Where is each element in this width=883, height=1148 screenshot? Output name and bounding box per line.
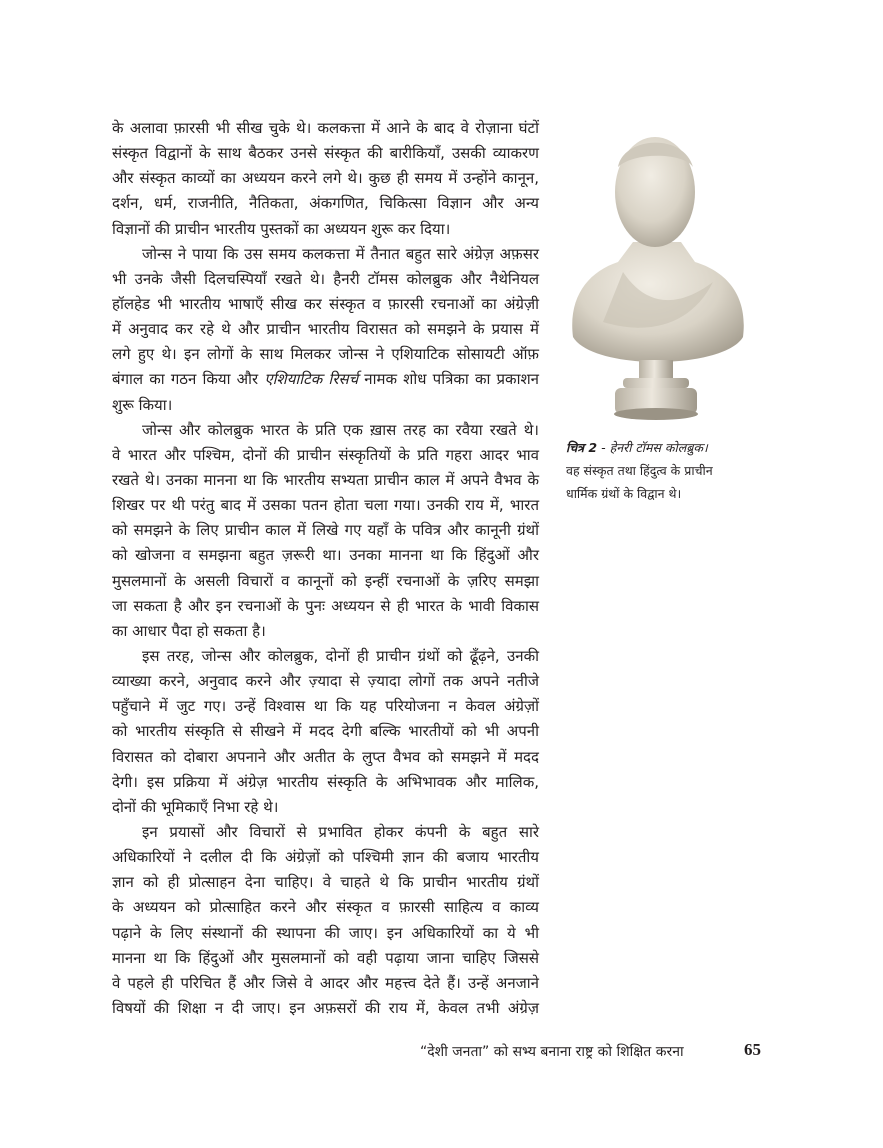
text-line: को खोजना व समझना बहुत ज़रूरी था। उनका मानना था कि हिंदुओं और: [112, 546, 539, 565]
text-line: मुसलमानों के असली विचारों व कानूनों को इन्हीं रचनाओं के ज़रिए समझा: [112, 571, 539, 590]
text-line: के अलावा फ़ारसी भी सीख चुके थे। कलकत्ता में आने के बाद वे रोज़ाना घंटों: [112, 119, 539, 137]
text-line: जोन्स और कोलब्रुक भारत के प्रति एक ख़ास तरह का रवैया रखते थे।: [142, 420, 539, 439]
figure-label: चित्र 2: [566, 440, 598, 455]
text-line: व्याख्या करने, अनुवाद करने और ज़्यादा से ज़्यादा लोगों तक अपने नतीजे: [112, 672, 539, 691]
page-number: 65: [744, 1040, 761, 1059]
text-line: इस तरह, जोन्स और कोलब्रुक, दोनों ही प्राचीन ग्रंथों को ढूँढ़ने, उनकी: [142, 646, 539, 665]
text-line: [112, 367, 539, 392]
caption-line: वह संस्कृत तथा हिंदुत्व के प्राचीन: [566, 463, 713, 478]
text-line: को भारतीय संस्कृति से सीखने में मदद देगी बल्कि भारतीयों को भी अपनी: [112, 722, 539, 741]
text-line: विरासत को दोबारा अपनाने और अतीत के लुप्त वैभव को समझने में मदद: [112, 747, 539, 766]
text-line: पढ़ाने के लिए संस्थानों की स्थापना की जाए। इन अधिकारियों का ये भी: [112, 923, 539, 942]
text-segment: बंगाल का गठन किया और: [112, 370, 265, 389]
text-line: का आधार पैदा हो सकता है।: [112, 621, 266, 640]
text-line: भी उनके जैसी दिलचस्पियाँ रखते थे। हैनरी टॉमस कोलब्रुक और नैथेनियल: [112, 269, 539, 288]
text-line: और संस्कृत काव्यों का अध्ययन करने लगे थे। कुछ ही समय में उन्होंने कानून,: [112, 169, 539, 188]
text-line: दोनों की भूमिकाएँ निभा रहे थे।: [112, 797, 279, 816]
body-text: [112, 116, 539, 1021]
text-line: के अध्ययन को प्रोत्साहित करने और संस्कृत व फ़ारसी साहित्य व काव्य: [112, 898, 539, 917]
text-line: पहुँचाने में जुट गए। उन्हें विश्वास था कि यह परियोजना न केवल अंग्रेज़ों: [112, 697, 539, 716]
text-line: शिखर पर थी परंतु बाद में उसका पतन होता चला गया। उनकी राय में, भारत: [112, 496, 539, 515]
text-line: जोन्स ने पाया कि उस समय कलकत्ता में तैनात बहुत सारे अंग्रेज़ अफ़सर: [142, 244, 539, 263]
text-line: में अनुवाद कर रहे थे और प्राचीन भारतीय विरासत को समझने के प्रयास में: [112, 320, 539, 339]
text-line: जा सकता है और इन रचनाओं के पुनः अध्ययन से ही भारत के भावी विकास: [112, 596, 539, 615]
text-line: शुरू किया।: [112, 395, 173, 414]
text-line: अधिकारियों ने दलील दी कि अंग्रेज़ों को पश्चिमी ज्ञान की बजाय भारतीय: [112, 848, 539, 867]
text-line: मानना था कि हिंदुओं और मुसलमानों को वही पढ़ाया जाना चाहिए जिससे: [112, 948, 539, 967]
text-line: देगी। इस प्रक्रिया में अंग्रेज़ भारतीय संस्कृति के अभिभावक और मालिक,: [112, 772, 539, 791]
text-line: संस्कृत विद्वानों के साथ बैठकर उनसे संस्कृत की बारीकियाँ, उसकी व्याकरण: [112, 144, 539, 163]
text-line: लगे हुए थे। इन लोगों के साथ मिलकर जोन्स ने एशियाटिक सोसायटी ऑफ़: [112, 345, 539, 364]
text-line: रखते थे। उनका मानना था कि भारतीय सभ्यता प्राचीन काल में अपने वैभव के: [112, 470, 539, 489]
text-line: इन प्रयासों और विचारों से प्रभावित होकर कंपनी के बहुत सारे: [142, 822, 539, 841]
figure-caption: [566, 436, 756, 505]
caption-line: धार्मिक ग्रंथों के विद्वान थे।: [566, 486, 682, 501]
text-line: को समझने के लिए प्राचीन काल में लिखे गए यहाँ के पवित्र और कानूनी ग्रंथों: [112, 521, 539, 540]
text-line: वे भारत और पश्चिम, दोनों की प्राचीन संस्कृतियों के प्रति गहरा आदर भाव: [112, 445, 539, 464]
colebrooke-bust-image: [563, 122, 751, 432]
figure-title: - हेनरी टॉमस कोलब्रुक।: [597, 440, 708, 455]
text-line: हॉलहेड भी भारतीय भाषाएँ सीख कर संस्कृत व फ़ारसी रचनाओं का अंग्रेज़ी: [112, 294, 539, 313]
text-line: ज्ञान को ही प्रोत्साहन देना चाहिए। वे चाहते थे कि प्राचीन भारतीय ग्रंथों: [112, 873, 539, 892]
text-line: विषयों की शिक्षा न दी जाए। इन अफ़सरों की राय में, केवल तभी अंग्रेज़: [112, 998, 539, 1017]
running-title: “देशी जनता” को सभ्य बनाना राष्ट्र को शिक्षित करना: [420, 1044, 684, 1060]
text-line: दर्शन, धर्म, राजनीति, नैतिकता, अंकगणित, चिकित्सा विज्ञान और अन्य: [112, 194, 539, 213]
text-line: विज्ञानों की प्राचीन भारतीय पुस्तकों का अध्ययन शुरू कर दिया।: [112, 219, 451, 238]
journal-title: एशियाटिक रिसर्च: [264, 370, 359, 389]
text-segment: नामक शोध पत्रिका का प्रकाशन: [358, 370, 539, 389]
text-line: वे पहले ही परिचित हैं और जिसे वे आदर और महत्त्व देते हैं। उन्हें अनजाने: [112, 973, 539, 992]
